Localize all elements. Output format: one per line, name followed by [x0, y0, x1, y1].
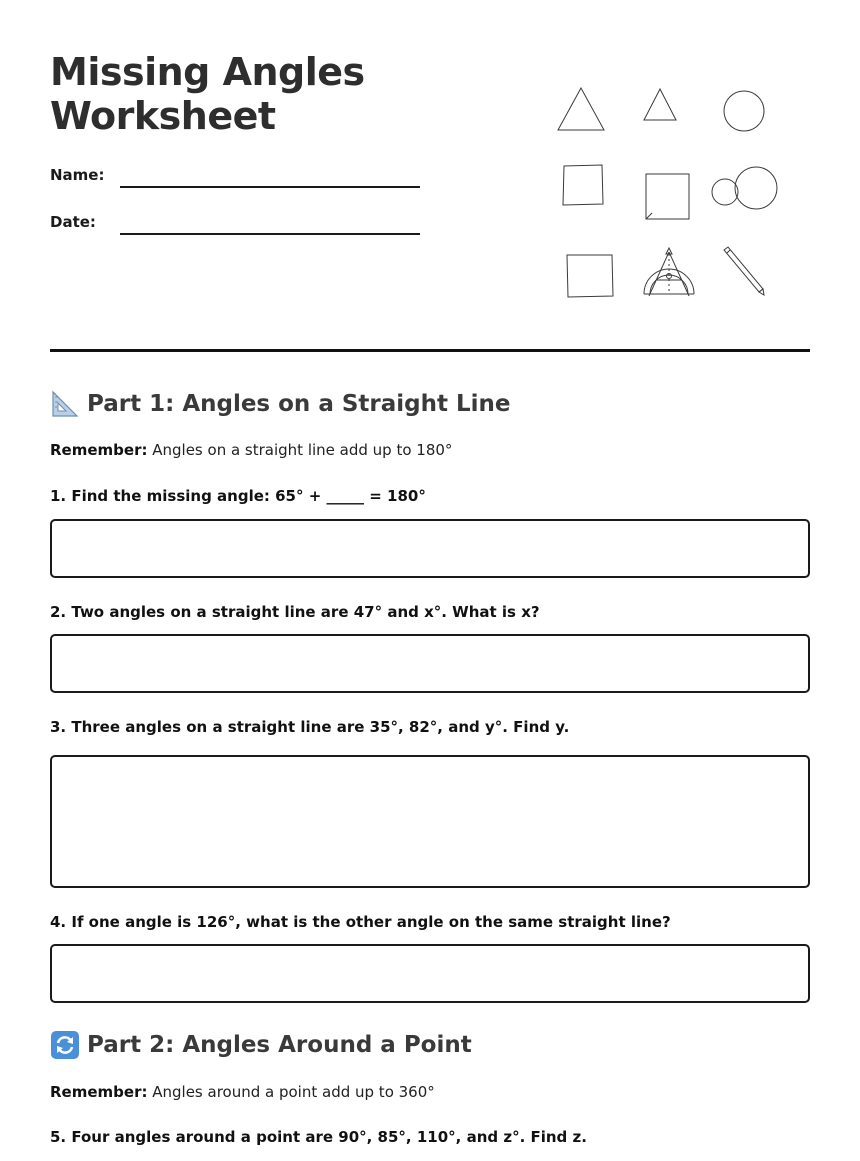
- part1-remember: [50, 441, 452, 459]
- part2-remember-text: Angles around a point add up to 360°: [152, 1083, 435, 1101]
- triangle-icon: [558, 88, 604, 130]
- name-label: Name:: [50, 166, 105, 184]
- part2-remember-label: Remember:: [50, 1083, 148, 1101]
- question-2: 2. Two angles on a straight line are 47° and x°. What is x?: [50, 603, 540, 621]
- answer-box-4[interactable]: [50, 944, 810, 1003]
- question-4: 4. If one angle is 126°, what is the other angle on the same straight line?: [50, 913, 671, 931]
- part1-remember-label: Remember:: [50, 441, 148, 459]
- part2-heading: [50, 1030, 472, 1060]
- answer-box-2[interactable]: [50, 634, 810, 693]
- name-field[interactable]: [120, 186, 420, 188]
- circle-icon: [724, 91, 764, 131]
- date-field[interactable]: [120, 233, 420, 235]
- answer-box-3[interactable]: [50, 755, 810, 888]
- question-3: 3. Three angles on a straight line are 35°, 82°, and y°. Find y.: [50, 718, 570, 736]
- part1-remember-text: Angles on a straight line add up to 180°: [152, 441, 453, 459]
- answer-box-1[interactable]: [50, 519, 810, 578]
- title-line-1: Missing Angles: [50, 50, 365, 94]
- header-divider: [50, 349, 810, 352]
- question-1: 1. Find the missing angle: 65° + _____ = 180°: [50, 487, 426, 505]
- two-circles-icon: [712, 167, 777, 209]
- arrows-cycle-icon: [50, 1030, 80, 1060]
- set-square-icon: [50, 389, 80, 419]
- square-icon: [563, 165, 603, 205]
- square-icon-2: [567, 255, 613, 297]
- part2-heading-text: Part 2: Angles Around a Point: [87, 1032, 472, 1058]
- question-5: 5. Four angles around a point are 90°, 85°, 110°, and z°. Find z.: [50, 1128, 587, 1146]
- small-triangle-icon: [644, 89, 676, 120]
- square-right-angle-icon: [646, 174, 689, 219]
- title-line-2: Worksheet: [50, 94, 276, 138]
- page-title: [50, 50, 365, 138]
- part1-heading: [50, 389, 511, 419]
- geometry-shapes-grid: [540, 78, 790, 308]
- part2-remember: [50, 1083, 435, 1101]
- date-label: Date:: [50, 213, 96, 231]
- part1-heading-text: Part 1: Angles on a Straight Line: [87, 391, 511, 417]
- compass-protractor-icon: [644, 248, 694, 296]
- pencil-icon: [724, 247, 764, 295]
